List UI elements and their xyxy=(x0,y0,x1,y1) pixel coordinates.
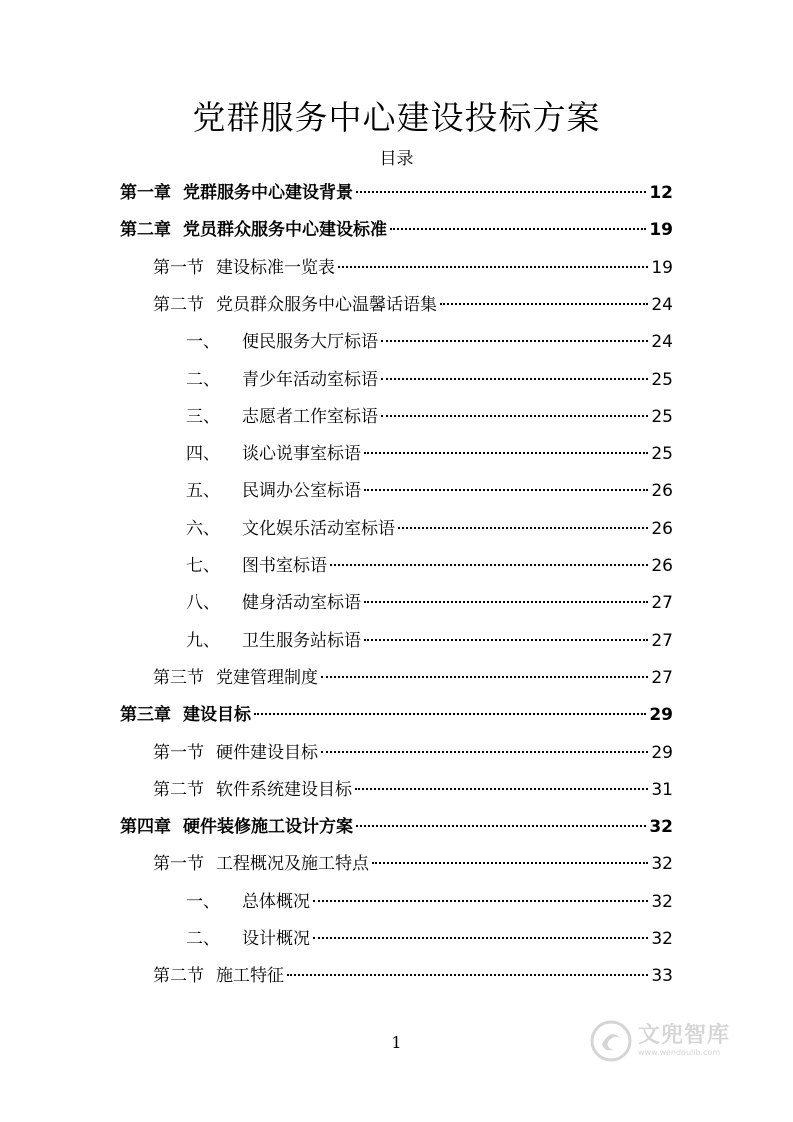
toc-entry-number: 第三章 xyxy=(120,705,171,726)
toc-entry-item[interactable] xyxy=(186,367,673,393)
toc-entry-number: 五、 xyxy=(186,481,220,502)
toc-entry-number: 第二节 xyxy=(153,779,204,800)
toc-entry-text: 硬件装修施工设计方案 xyxy=(183,817,353,838)
toc-entry-page: 24 xyxy=(651,294,673,315)
toc-entry-number: 四、 xyxy=(186,444,220,465)
toc-entry-number: 第一节 xyxy=(153,742,204,763)
toc-entry-section[interactable] xyxy=(153,777,673,803)
toc-entry-text: 青少年活动室标语 xyxy=(242,369,378,390)
toc-entry-chapter[interactable] xyxy=(120,814,673,840)
toc-dot-leader xyxy=(321,751,648,753)
toc-entry-page: 12 xyxy=(649,183,673,203)
toc-entry-page: 24 xyxy=(651,332,673,353)
toc-entry-page: 25 xyxy=(651,444,673,465)
toc-dot-leader xyxy=(364,601,648,603)
toc-entry-text: 建设目标 xyxy=(183,705,251,726)
toc-dot-leader xyxy=(364,452,648,454)
toc-entry-text: 便民服务大厅标语 xyxy=(242,332,378,353)
toc-entry-number: 二、 xyxy=(186,929,220,949)
toc-dot-leader xyxy=(356,825,646,827)
toc-entry-item[interactable] xyxy=(186,889,673,915)
toc-entry-page: 19 xyxy=(651,257,673,278)
toc-entry-text: 党群服务中心建设背景 xyxy=(183,183,353,203)
toc-dot-leader xyxy=(381,415,648,417)
toc-entry-page: 25 xyxy=(651,406,673,427)
toc-entry-page: 32 xyxy=(651,891,673,912)
toc-dot-leader xyxy=(313,937,648,939)
toc-entry-text: 施工特征 xyxy=(216,966,284,987)
toc-entry-text: 健身活动室标语 xyxy=(242,593,361,614)
page-number: 1 xyxy=(391,1033,402,1052)
toc-entry-page: 32 xyxy=(651,929,673,949)
toc-entry-section[interactable] xyxy=(153,665,673,691)
toc-dot-leader xyxy=(398,527,648,529)
toc-dot-leader xyxy=(338,266,648,268)
toc-entry-page: 26 xyxy=(651,481,673,502)
toc-entry-text: 软件系统建设目标 xyxy=(216,779,352,800)
toc-entry-item[interactable] xyxy=(186,628,673,654)
toc-entry-text: 文化娱乐活动室标语 xyxy=(242,518,395,539)
toc-entry-text: 工程概况及施工特点 xyxy=(216,854,369,875)
toc-entry-text: 民调办公室标语 xyxy=(242,481,361,502)
toc-entry-page: 33 xyxy=(651,966,673,987)
toc-entry-number: 一、 xyxy=(186,332,220,353)
toc-entry-number: 八、 xyxy=(186,593,220,614)
toc-entry-section[interactable] xyxy=(153,255,673,281)
toc-entry-text: 志愿者工作室标语 xyxy=(242,406,378,427)
toc-dot-leader xyxy=(356,191,646,193)
toc-entry-page: 26 xyxy=(651,518,673,539)
toc-entry-section[interactable] xyxy=(153,851,673,877)
toc-entry-section[interactable] xyxy=(153,740,673,766)
toc-entry-item[interactable] xyxy=(186,590,673,616)
toc-dot-leader xyxy=(364,639,648,641)
toc-entry-item[interactable] xyxy=(186,926,673,952)
toc-entry-chapter[interactable] xyxy=(120,702,673,728)
toc-entry-text: 图书室标语 xyxy=(242,556,327,576)
toc-dot-leader xyxy=(390,228,646,230)
toc-entry-page: 19 xyxy=(649,220,673,241)
document-title: 党群服务中心建设投标方案 xyxy=(192,98,601,137)
toc-entry-number: 第二章 xyxy=(120,220,171,241)
toc-dot-leader xyxy=(330,564,648,566)
toc-entry-section[interactable] xyxy=(153,292,673,318)
toc-entry-number: 第二节 xyxy=(153,294,204,315)
toc-entry-number: 第一章 xyxy=(120,183,171,203)
toc-dot-leader xyxy=(372,862,648,864)
toc-entry-text: 党建管理制度 xyxy=(216,667,318,688)
toc-dot-leader xyxy=(440,303,648,305)
toc-entry-item[interactable] xyxy=(186,553,673,579)
toc-entry-item[interactable] xyxy=(186,329,673,355)
toc-entry-number: 六、 xyxy=(186,518,220,539)
wendou-logo-icon xyxy=(590,1020,632,1062)
toc-entry-page: 32 xyxy=(651,854,673,875)
toc-entry-number: 九、 xyxy=(186,630,220,651)
toc-entry-page: 26 xyxy=(651,556,673,576)
toc-entry-page: 27 xyxy=(651,630,673,651)
toc-entry-item[interactable] xyxy=(186,441,673,467)
toc-entry-number: 第三节 xyxy=(153,667,204,688)
toc-entry-number: 二、 xyxy=(186,369,220,390)
watermark-name: 文兜智库 xyxy=(638,1023,731,1048)
toc-entry-text: 设计概况 xyxy=(242,929,310,949)
toc-entry-item[interactable] xyxy=(186,478,673,504)
watermark-url: www.wendoulib.com xyxy=(638,1048,721,1057)
toc-dot-leader xyxy=(254,713,646,715)
toc-dot-leader xyxy=(364,489,648,491)
toc-heading: 目录 xyxy=(379,149,414,169)
toc-entry-section[interactable] xyxy=(153,963,673,989)
toc-entry-page: 25 xyxy=(651,369,673,390)
toc-entry-item[interactable] xyxy=(186,516,673,542)
toc-entry-number: 一、 xyxy=(186,891,220,912)
toc-entry-page: 29 xyxy=(651,742,673,763)
toc-dot-leader xyxy=(321,676,648,678)
toc-entry-page: 32 xyxy=(649,817,673,838)
toc-entry-page: 27 xyxy=(651,667,673,688)
toc-entry-number: 三、 xyxy=(186,406,220,427)
toc-entry-number: 第一节 xyxy=(153,854,204,875)
toc-dot-leader xyxy=(381,378,648,380)
toc-entry-text: 卫生服务站标语 xyxy=(242,630,361,651)
toc-entry-chapter[interactable] xyxy=(120,217,673,243)
toc-entry-text: 谈心说事室标语 xyxy=(242,444,361,465)
toc-entry-page: 31 xyxy=(651,779,673,800)
toc-entry-number: 第四章 xyxy=(120,817,171,838)
toc-entry-text: 建设标准一览表 xyxy=(216,257,335,278)
toc-entry-page: 29 xyxy=(649,705,673,726)
toc-entry-item[interactable] xyxy=(186,404,673,430)
toc-dot-leader xyxy=(287,974,648,976)
toc-dot-leader xyxy=(313,900,648,902)
toc-entry-text: 硬件建设目标 xyxy=(216,742,318,763)
watermark xyxy=(590,1020,730,1062)
toc-entry-page: 27 xyxy=(651,593,673,614)
toc-entry-text: 党员群众服务中心建设标准 xyxy=(183,220,387,241)
toc-entry-chapter[interactable] xyxy=(120,180,673,206)
toc-entry-number: 七、 xyxy=(186,556,220,576)
toc-dot-leader xyxy=(355,788,648,790)
toc-entry-number: 第二节 xyxy=(153,966,204,987)
toc-entry-text: 总体概况 xyxy=(242,891,310,912)
toc-dot-leader xyxy=(381,340,648,342)
toc-entry-number: 第一节 xyxy=(153,257,204,278)
toc-entry-text: 党员群众服务中心温馨话语集 xyxy=(216,294,437,315)
